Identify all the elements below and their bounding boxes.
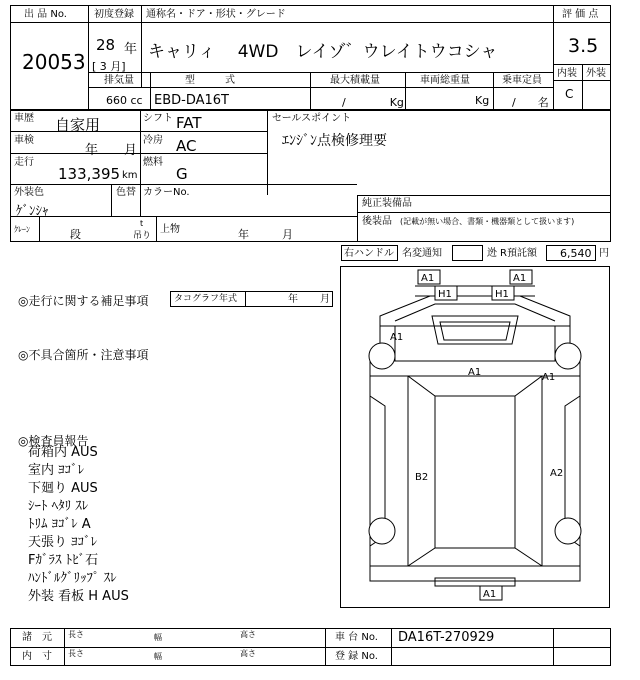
- capacity-label: 乗車定員: [502, 75, 542, 86]
- vehicle-name: キャリィ 4WD レイゾ゛ウレイトウコシャ: [148, 42, 498, 62]
- capacity-unit: / 名: [512, 96, 549, 109]
- report-line: 天張り ﾖｺﾞﾚ: [28, 535, 98, 550]
- shift-label: シフト: [143, 113, 173, 124]
- recycle-deposit-amount: 6,540: [560, 247, 592, 260]
- lift-date: 年 月: [238, 228, 293, 241]
- name-change-box: [452, 245, 483, 261]
- diagram-mark: H1: [438, 289, 452, 300]
- registration-year: 28: [96, 36, 116, 54]
- max-load-label: 最大積載量: [330, 75, 380, 86]
- model-value: EBD-DA16T: [154, 93, 229, 108]
- vehicle-name-label: 通称名・ドア・形状・グレード: [146, 9, 286, 20]
- fuel-label: 燃料: [143, 157, 163, 168]
- mileage-unit: km: [122, 170, 138, 181]
- color-value: ｹﾞﾝｼｬ: [16, 204, 49, 219]
- gross-weight-unit: Kg: [475, 94, 490, 107]
- report-line: 室内 ﾖｺﾞﾚ: [28, 463, 85, 478]
- max-load-unit: / Kg: [342, 96, 404, 109]
- report-line: ﾄﾘﾑ ﾖｺﾞﾚ A: [28, 517, 91, 532]
- mileage-label: 走行: [14, 157, 34, 168]
- history-label: 車歴: [14, 113, 34, 124]
- tacho-label: タコグラフ年式: [174, 294, 238, 304]
- diagram-mark: A1: [468, 367, 482, 378]
- registration-label: 登 録 No.: [335, 651, 378, 662]
- width-label: 幅: [154, 633, 162, 642]
- inspector-report-list: [28, 444, 129, 606]
- diagram-mark: B2: [415, 472, 429, 483]
- registration-month-unit: 月: [110, 60, 122, 73]
- sales-point-label: セールスポイント: [272, 113, 352, 124]
- report-line: ﾊﾝﾄﾞﾙｸﾞﾘｯﾌﾟ ｽﾚ: [28, 571, 117, 586]
- name-change-label: 名変通知: [402, 248, 442, 259]
- sales-point-text: ｴﾝｼﾞﾝ点検修理要: [282, 133, 387, 149]
- color-label: 外装色: [14, 187, 44, 198]
- tacho-year: 年: [288, 294, 298, 305]
- crane-stage: 段: [70, 228, 81, 241]
- registration-year-unit: 年: [124, 42, 138, 57]
- ac-label: 冷房: [143, 135, 163, 146]
- diagram-mark: A1: [513, 273, 527, 284]
- score-label: 評 価 点: [562, 9, 599, 20]
- registration-month: [ 3 月]: [92, 60, 126, 73]
- report-line: 下廻り AUS: [28, 481, 98, 496]
- dims-label: 内 寸: [22, 651, 52, 662]
- aftermarket-note: (記載が無い場合、書類・機器類として扱います): [400, 217, 575, 226]
- interior-label: 内装: [557, 68, 577, 79]
- lot-number: 20053: [22, 50, 86, 74]
- driving-notes-label: ◎走行に関する補足事項: [18, 294, 149, 308]
- crane-hang: 吊り: [133, 231, 152, 241]
- rhd-label: 右ハンドル: [344, 248, 394, 259]
- genuine-equipment-label: 純正装備品: [362, 198, 412, 209]
- recycle-deposit-label: R預託額: [500, 248, 537, 259]
- registration-month-value: 3: [99, 60, 107, 73]
- fuel-value: G: [176, 165, 188, 183]
- inspector-report-label: ◎検査員報告: [18, 434, 89, 448]
- gross-weight-label: 車両総重量: [420, 75, 470, 86]
- color-code-label: カラーNo.: [143, 187, 190, 198]
- specs-label: 諸 元: [22, 632, 52, 643]
- diagram-mark: A1: [483, 589, 497, 600]
- width-label: 幅: [154, 652, 162, 661]
- model-label: 型 式: [185, 75, 235, 86]
- first-registration-label: 初度登録: [94, 9, 134, 20]
- diagram-mark: A1: [390, 332, 404, 343]
- tacho-month: 月: [320, 294, 330, 305]
- defect-notes-label: ◎不具合箇所・注意事項: [18, 348, 149, 362]
- diagram-mark: A1: [542, 372, 556, 383]
- crane-label: ｸﾚｰﾝ: [14, 225, 30, 234]
- report-line: 荷箱内 AUS: [28, 445, 98, 460]
- diagram-mark: A2: [550, 468, 564, 479]
- diagram-mark: A1: [421, 273, 435, 284]
- aftermarket-label: 後装品: [362, 216, 392, 227]
- inspection-value: 年 月: [85, 143, 138, 158]
- crane-ton: t: [140, 219, 144, 228]
- history-value: 自家用: [55, 116, 101, 134]
- damage-diagram: [340, 266, 610, 608]
- exterior-label: 外装: [586, 68, 606, 79]
- interior-grade: C: [565, 87, 574, 101]
- height-label: 高さ: [240, 649, 256, 658]
- displacement-value: 660 cc: [106, 94, 143, 107]
- score-value: 3.5: [568, 35, 599, 57]
- chassis-number: DA16T-270929: [398, 630, 495, 645]
- lift-label: 上物: [160, 224, 180, 235]
- recycle-deposit-unit: 円: [599, 248, 609, 259]
- shift-value: FAT: [176, 114, 202, 132]
- diagram-mark: H1: [495, 289, 509, 300]
- displacement-label: 排気量: [104, 75, 134, 86]
- length-label: 長さ: [68, 649, 84, 658]
- lot-number-label: 出 品 No.: [24, 9, 67, 20]
- mileage-value: 133,395: [58, 165, 121, 183]
- ac-value: AC: [176, 137, 197, 155]
- color-change-label: 色替: [116, 187, 136, 198]
- expire-label: 迯: [487, 248, 497, 259]
- chassis-label: 車 台 No.: [335, 632, 378, 643]
- report-line: ｼｰﾄ ﾍﾀﾘ ｽﾚ: [28, 499, 89, 514]
- inspection-label: 車検: [14, 135, 34, 146]
- length-label: 長さ: [68, 630, 84, 639]
- height-label: 高さ: [240, 630, 256, 639]
- report-line: 外装 看板 H AUS: [28, 589, 129, 604]
- report-line: Fｶﾞﾗｽ ﾄﾋﾞ石: [28, 553, 99, 568]
